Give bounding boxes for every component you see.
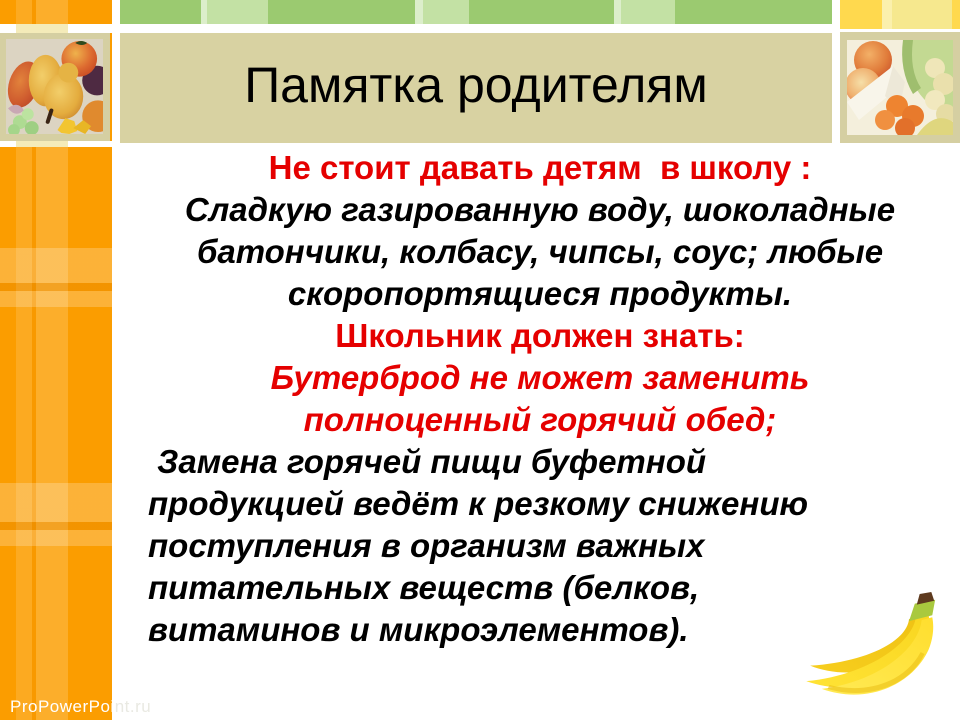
hot-food-replacement-text: Замена горячей пищи буфетной продукцией ведёт к резкому снижению поступления в организм важных питательных веществ (белков, витаминов и микроэлементов). xyxy=(148,443,818,648)
peaches-melon-photo xyxy=(840,32,960,143)
top-strip-green xyxy=(120,0,832,24)
forbidden-foods-text: Сладкую газированную воду, шоколадные батончики, колбасу, чипсы, соус; любые скоропортящиеся продукты. xyxy=(184,191,905,312)
bananas-photo xyxy=(800,592,956,718)
student-should-know-heading: Школьник должен знать: xyxy=(335,317,745,354)
page-title: Памятка родителям xyxy=(244,57,708,113)
sidebar-white-gap-top xyxy=(0,24,112,33)
top-strip-yellow xyxy=(840,0,960,29)
sidebar-white-gap-bottom xyxy=(0,141,112,147)
slide-body-text xyxy=(120,147,960,651)
title-bar xyxy=(120,33,832,143)
sandwich-warning-text: Бутерброд не может заменить полноценный горячий обед; xyxy=(270,359,819,438)
pears-apples-photo xyxy=(0,33,110,141)
sidebar-stripe-tint xyxy=(16,141,68,147)
watermark-part-white: nt.ru xyxy=(114,697,152,716)
watermark-link[interactable] xyxy=(10,698,151,716)
school-warning-heading: Не стоит давать детям в школу : xyxy=(268,149,812,186)
sidebar-stripe-tint xyxy=(16,24,68,33)
pears-apples-image xyxy=(6,39,103,134)
watermark-part-orange: ProPowerPoi xyxy=(10,697,115,716)
peaches-melon-image xyxy=(847,40,953,135)
bananas-image xyxy=(800,592,956,718)
